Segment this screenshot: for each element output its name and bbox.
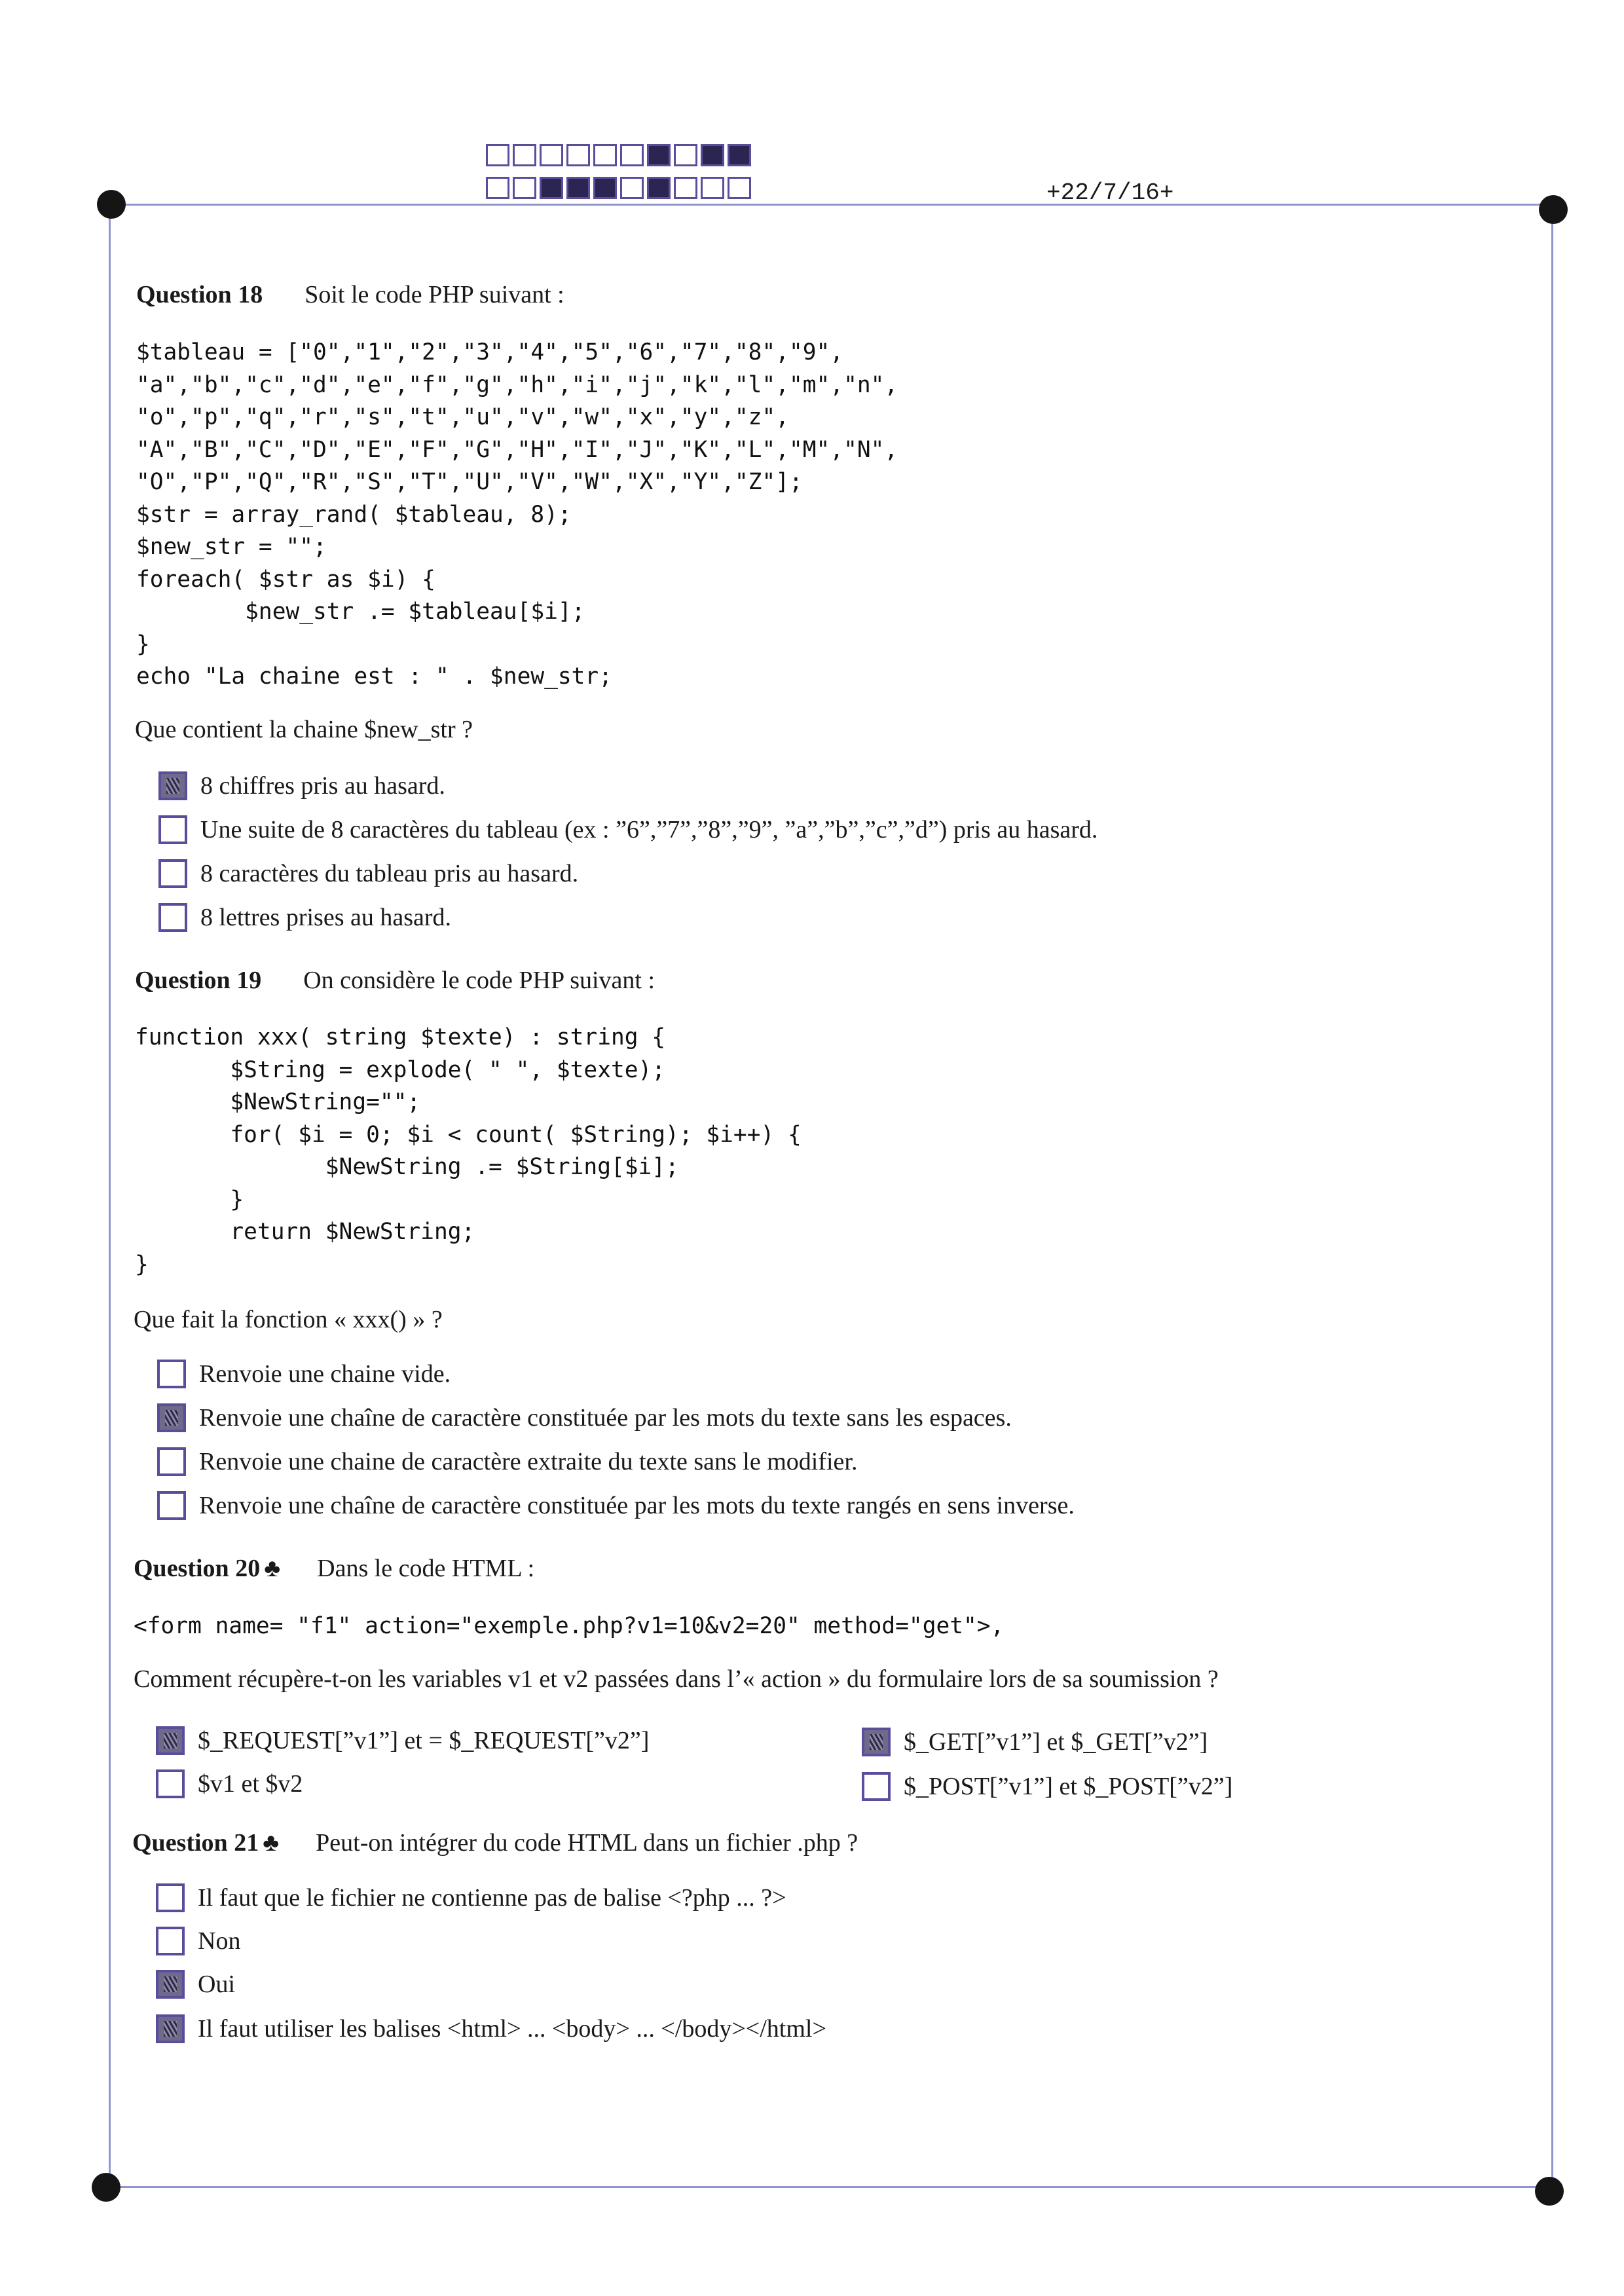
corner-marker-bottom-left xyxy=(92,2173,120,2202)
q21-option-3-checkbox[interactable] xyxy=(156,1970,185,1999)
option-label: 8 chiffres pris au hasard. xyxy=(200,772,445,800)
option-label: Il faut que le fichier ne contienne pas de balise <?php ... ?> xyxy=(198,1884,786,1912)
q20-option-4[interactable] xyxy=(862,1772,1232,1801)
question-title: Dans le code HTML : xyxy=(317,1555,535,1582)
barcode-cell xyxy=(540,144,563,166)
question-20-prompt: Comment récupère-t-on les variables v1 et v2 passées dans l’« action » du formulaire lors de sa soumission ? xyxy=(134,1665,1219,1693)
option-label: $_GET[”v1”] et $_GET[”v2”] xyxy=(904,1728,1208,1756)
page-barcode-row-1 xyxy=(486,144,754,166)
question-number: Question 19 xyxy=(135,967,262,994)
q18-option-4-checkbox[interactable] xyxy=(158,903,187,932)
option-label: Renvoie une chaîne de caractère constituée par les mots du texte rangés en sens inverse. xyxy=(199,1492,1075,1519)
barcode-cell xyxy=(593,177,617,199)
question-title: Soit le code PHP suivant : xyxy=(304,281,564,308)
q21-option-1-checkbox[interactable] xyxy=(156,1883,185,1912)
q18-option-3-checkbox[interactable] xyxy=(158,859,187,888)
barcode-cell xyxy=(674,177,697,199)
barcode-cell xyxy=(513,144,536,166)
option-label: $_POST[”v1”] et $_POST[”v2”] xyxy=(904,1773,1233,1800)
barcode-cell xyxy=(647,144,671,166)
q21-option-2[interactable] xyxy=(156,1927,240,1955)
question-number xyxy=(132,1829,279,1857)
barcode-cell xyxy=(701,177,724,199)
frame-right-line xyxy=(1551,204,1553,2188)
q18-option-4[interactable] xyxy=(158,903,451,932)
barcode-cell xyxy=(513,177,536,199)
question-title: Peut-on intégrer du code HTML dans un fichier .php ? xyxy=(316,1829,858,1857)
q20-option-1[interactable] xyxy=(156,1726,649,1755)
question-number-text: Question 20 xyxy=(134,1555,261,1582)
barcode-cell xyxy=(647,177,671,199)
frame-top-line xyxy=(109,204,1553,206)
question-19-heading xyxy=(135,966,655,995)
barcode-cell xyxy=(728,144,751,166)
q19-option-4-checkbox[interactable] xyxy=(157,1491,186,1520)
option-label: Non xyxy=(198,1927,241,1955)
option-label: Renvoie une chaine de caractère extraite du texte sans le modifier. xyxy=(199,1448,858,1475)
page-barcode-row-2 xyxy=(486,177,754,199)
barcode-cell xyxy=(674,144,697,166)
q20-option-4-checkbox[interactable] xyxy=(862,1772,891,1801)
question-20-code: <form name= "f1" action="exemple.php?v1=10&v2=20" method="get">, xyxy=(134,1613,1005,1639)
q20-option-3[interactable] xyxy=(156,1769,303,1798)
option-label: Renvoie une chaîne de caractère constituée par les mots du texte sans les espaces. xyxy=(199,1404,1012,1432)
club-icon: ♣ xyxy=(264,1555,281,1582)
club-icon: ♣ xyxy=(263,1829,280,1857)
option-label: 8 caractères du tableau pris au hasard. xyxy=(200,860,579,887)
barcode-cell xyxy=(701,144,724,166)
corner-marker-top-left xyxy=(97,190,126,219)
q21-option-4[interactable] xyxy=(156,2014,826,2043)
option-label: Il faut utiliser les balises <html> ... <body> ... </body></html> xyxy=(198,2015,826,2043)
q21-option-1[interactable] xyxy=(156,1883,786,1912)
page-identifier: +22/7/16+ xyxy=(1046,179,1174,206)
q20-option-3-checkbox[interactable] xyxy=(156,1769,185,1798)
q19-option-3[interactable] xyxy=(157,1447,857,1476)
q19-option-4[interactable] xyxy=(157,1491,1075,1520)
q18-option-2-checkbox[interactable] xyxy=(158,815,187,844)
q19-option-2-checkbox[interactable] xyxy=(157,1403,186,1432)
question-number xyxy=(134,1555,280,1582)
question-title: On considère le code PHP suivant : xyxy=(303,967,655,994)
option-label: $_REQUEST[”v1”] et = $_REQUEST[”v2”] xyxy=(198,1727,650,1754)
question-19-code: function xxx( string $texte) : string { $String = explode( " ", $texte); $NewString=""; for( $i = 0; $i < count( $String); $i++) { $NewString .= $String[$i]; } return $NewString; } xyxy=(135,1024,802,1278)
question-18-heading xyxy=(136,280,564,309)
option-label: Renvoie une chaine vide. xyxy=(199,1360,451,1388)
q19-option-1-checkbox[interactable] xyxy=(157,1360,186,1388)
barcode-cell xyxy=(728,177,751,199)
barcode-cell xyxy=(486,144,509,166)
frame-bottom-line xyxy=(109,2186,1553,2188)
option-label: 8 lettres prises au hasard. xyxy=(200,904,452,931)
corner-marker-top-right xyxy=(1539,195,1568,224)
q18-option-2[interactable] xyxy=(158,815,1098,844)
question-number: Question 18 xyxy=(136,281,263,308)
question-number-text: Question 21 xyxy=(132,1829,259,1857)
option-label: Une suite de 8 caractères du tableau (ex : ”6”,”7”,”8”,”9”, ”a”,”b”,”c”,”d”) pris au hasard. xyxy=(200,816,1098,843)
option-label: $v1 et $v2 xyxy=(198,1770,303,1798)
q18-option-1[interactable] xyxy=(158,771,445,800)
question-18-code: $tableau = ["0","1","2","3","4","5","6","7","8","9", "a","b","c","d","e","f","g","h","i","j","k","l","m","n", "o","p","q","r","s","t","u","v","w","x","y","z", "A","B","C","D","E","F","G","H","I","J","K","L","M","N", "O","P","Q","R","S","T","U","V","W","X","Y","Z"]; $str = array_rand( $tableau, 8); $new_str = ""; foreach( $str as $i) { $new_str .= $tableau[$i]; } echo "La chaine est : " . $new_str; xyxy=(136,339,898,690)
barcode-cell xyxy=(566,144,590,166)
frame-left-line xyxy=(109,204,111,2188)
q18-option-3[interactable] xyxy=(158,859,578,888)
barcode-cell xyxy=(540,177,563,199)
barcode-cell xyxy=(620,144,644,166)
q19-option-1[interactable] xyxy=(157,1360,451,1388)
q19-option-3-checkbox[interactable] xyxy=(157,1447,186,1476)
barcode-cell xyxy=(620,177,644,199)
question-21-heading xyxy=(132,1828,858,1857)
barcode-cell xyxy=(566,177,590,199)
option-label: Oui xyxy=(198,1971,235,1998)
q19-option-2[interactable] xyxy=(157,1403,1012,1432)
q21-option-3[interactable] xyxy=(156,1970,235,1999)
barcode-cell xyxy=(486,177,509,199)
q21-option-4-checkbox[interactable] xyxy=(156,2014,185,2043)
question-19-prompt: Que fait la fonction « xxx() » ? xyxy=(134,1306,443,1333)
q20-option-2[interactable] xyxy=(862,1728,1208,1756)
q20-option-2-checkbox[interactable] xyxy=(862,1728,891,1756)
corner-marker-bottom-right xyxy=(1535,2177,1564,2206)
question-18-prompt: Que contient la chaine $new_str ? xyxy=(135,716,473,743)
barcode-cell xyxy=(593,144,617,166)
q18-option-1-checkbox[interactable] xyxy=(158,771,187,800)
q21-option-2-checkbox[interactable] xyxy=(156,1927,185,1955)
q20-option-1-checkbox[interactable] xyxy=(156,1726,185,1755)
question-20-heading xyxy=(134,1554,534,1583)
